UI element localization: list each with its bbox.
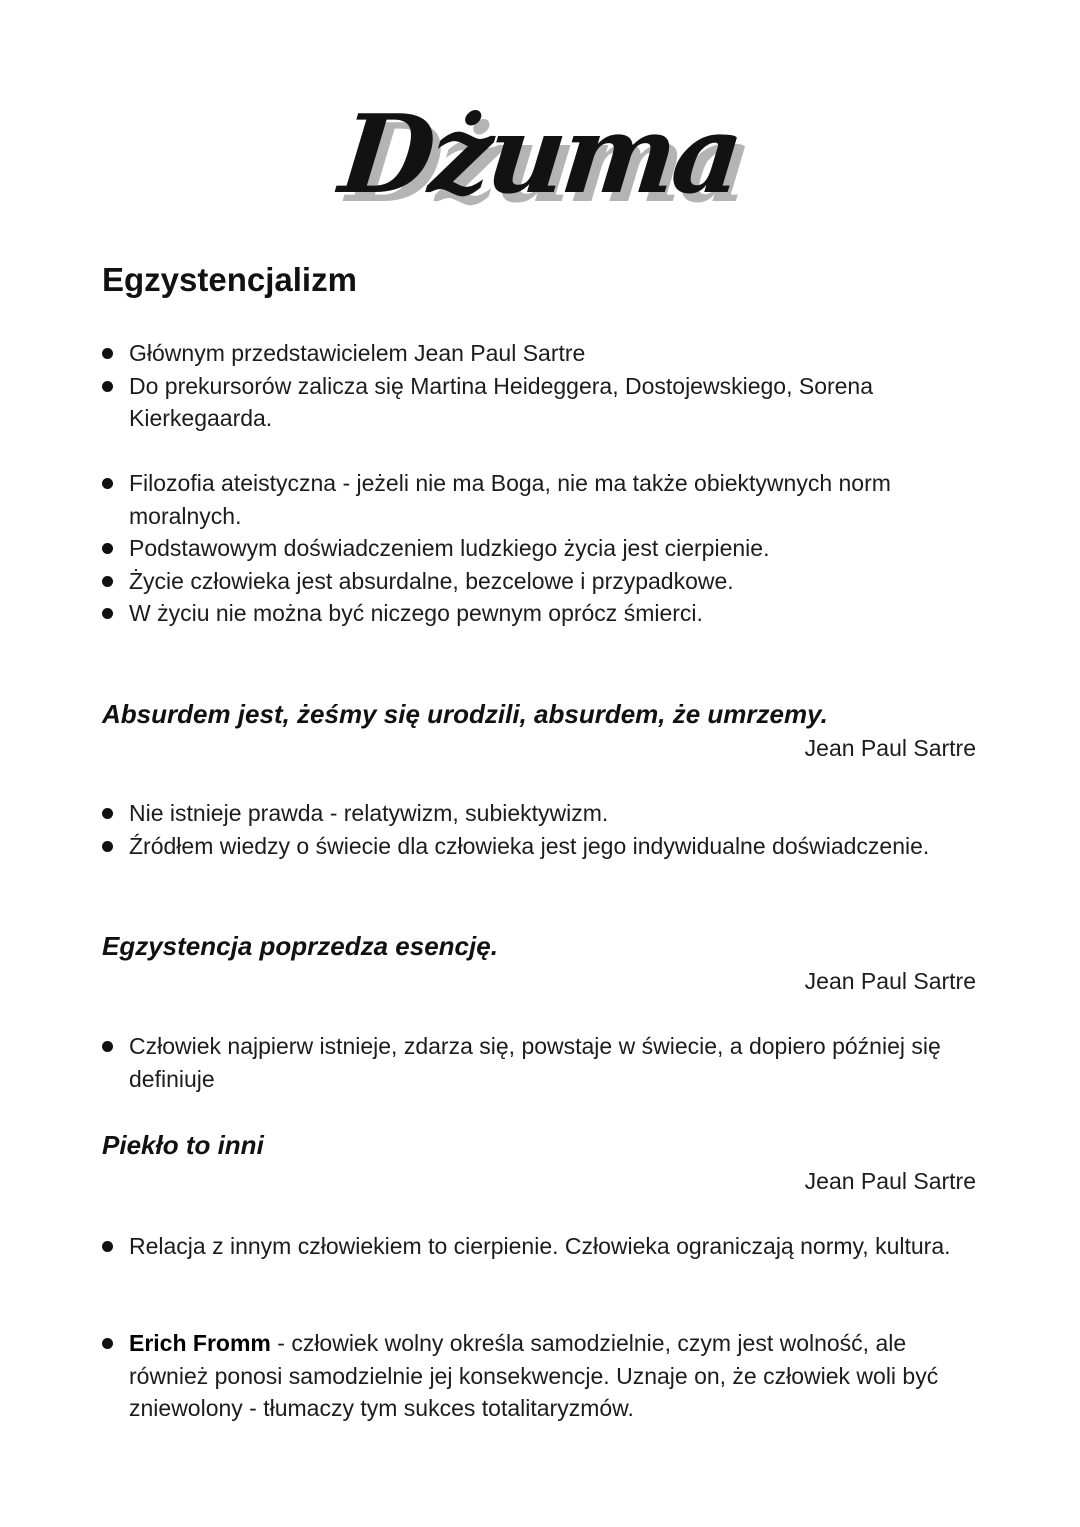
quote-existence: Egzystencja poprzedza esencję.: [102, 931, 498, 961]
fromm-list: [102, 1327, 982, 1425]
quote-hell: Piekło to inni: [102, 1130, 264, 1160]
list-item: [102, 830, 982, 863]
list-item: [102, 1030, 982, 1095]
intro-list: [102, 337, 982, 435]
list-item-text: Podstawowym doświadczeniem ludzkiego życia jest cierpienie.: [129, 535, 770, 561]
list-item: [102, 1327, 982, 1425]
bullet-icon: [102, 576, 113, 587]
list-item: [102, 565, 982, 598]
list-item: [102, 337, 982, 370]
title-container: [0, 92, 1080, 218]
list-item-text: Źródłem wiedzy o świecie dla człowieka jest jego indywidualne doświadczenie.: [129, 832, 930, 859]
bullet-icon: [102, 1241, 113, 1252]
bullet-icon: [102, 348, 113, 359]
list-item-text: Głównym przedstawicielem Jean Paul Sartre: [129, 340, 586, 366]
list-item-text: Nie istnieje prawda - relatywizm, subiektywizm.: [129, 800, 609, 826]
bullet-icon: [102, 841, 113, 852]
bullet-icon: [102, 608, 113, 619]
list-item: [102, 1230, 982, 1263]
relation-list: [102, 1230, 982, 1263]
list-item-text: W życiu nie można być niczego pewnym oprócz śmierci.: [129, 600, 703, 626]
truth-list: [102, 797, 982, 862]
list-item: [102, 532, 982, 565]
list-item-text: Życie człowieka jest absurdalne, bezcelowe i przypadkowe.: [129, 567, 734, 594]
bullet-icon: [102, 543, 113, 554]
page-title: Dżuma: [334, 92, 746, 218]
list-item-text: Filozofia ateistyczna - jeżeli nie ma Boga, nie ma także obiektywnych norm moralnych.: [129, 470, 891, 529]
bullet-icon: [102, 808, 113, 819]
list-item: [102, 467, 982, 532]
fromm-name: Erich Fromm: [129, 1330, 271, 1356]
human-list: [102, 1030, 982, 1095]
list-item: [102, 370, 982, 435]
list-item-text: Do prekursorów zalicza się Martina Heideggera, Dostojewskiego, Sorena Kierkegaarda.: [129, 372, 874, 431]
fromm-text: - człowiek wolny określa samodzielnie, czym jest wolność, ale również ponosi samodzielnie jej konsekwencje. Uznaje on, że człowiek woli być zniewolony - tłumaczy tym sukces totalitaryzmów.: [129, 1330, 939, 1421]
ideas-list: [102, 467, 982, 630]
bullet-icon: [102, 1041, 113, 1052]
quote-absurd: Absurdem jest, żeśmy się urodzili, absurdem, że umrzemy.: [102, 699, 828, 729]
bullet-icon: [102, 381, 113, 392]
quote-author: Jean Paul Sartre: [804, 968, 976, 994]
section-heading: Egzystencjalizm: [102, 261, 357, 298]
list-item-text: Relacja z innym człowiekiem to cierpienie. Człowieka ograniczają normy, kultura.: [129, 1233, 951, 1259]
quote-author: Jean Paul Sartre: [804, 735, 976, 761]
bullet-icon: [102, 478, 113, 489]
list-item: [102, 597, 982, 630]
quote-author: Jean Paul Sartre: [804, 1168, 976, 1194]
list-item: [102, 797, 982, 830]
bullet-icon: [102, 1338, 113, 1349]
list-item-text: Człowiek najpierw istnieje, zdarza się, powstaje w świecie, a dopiero później się definiuje: [129, 1033, 941, 1092]
